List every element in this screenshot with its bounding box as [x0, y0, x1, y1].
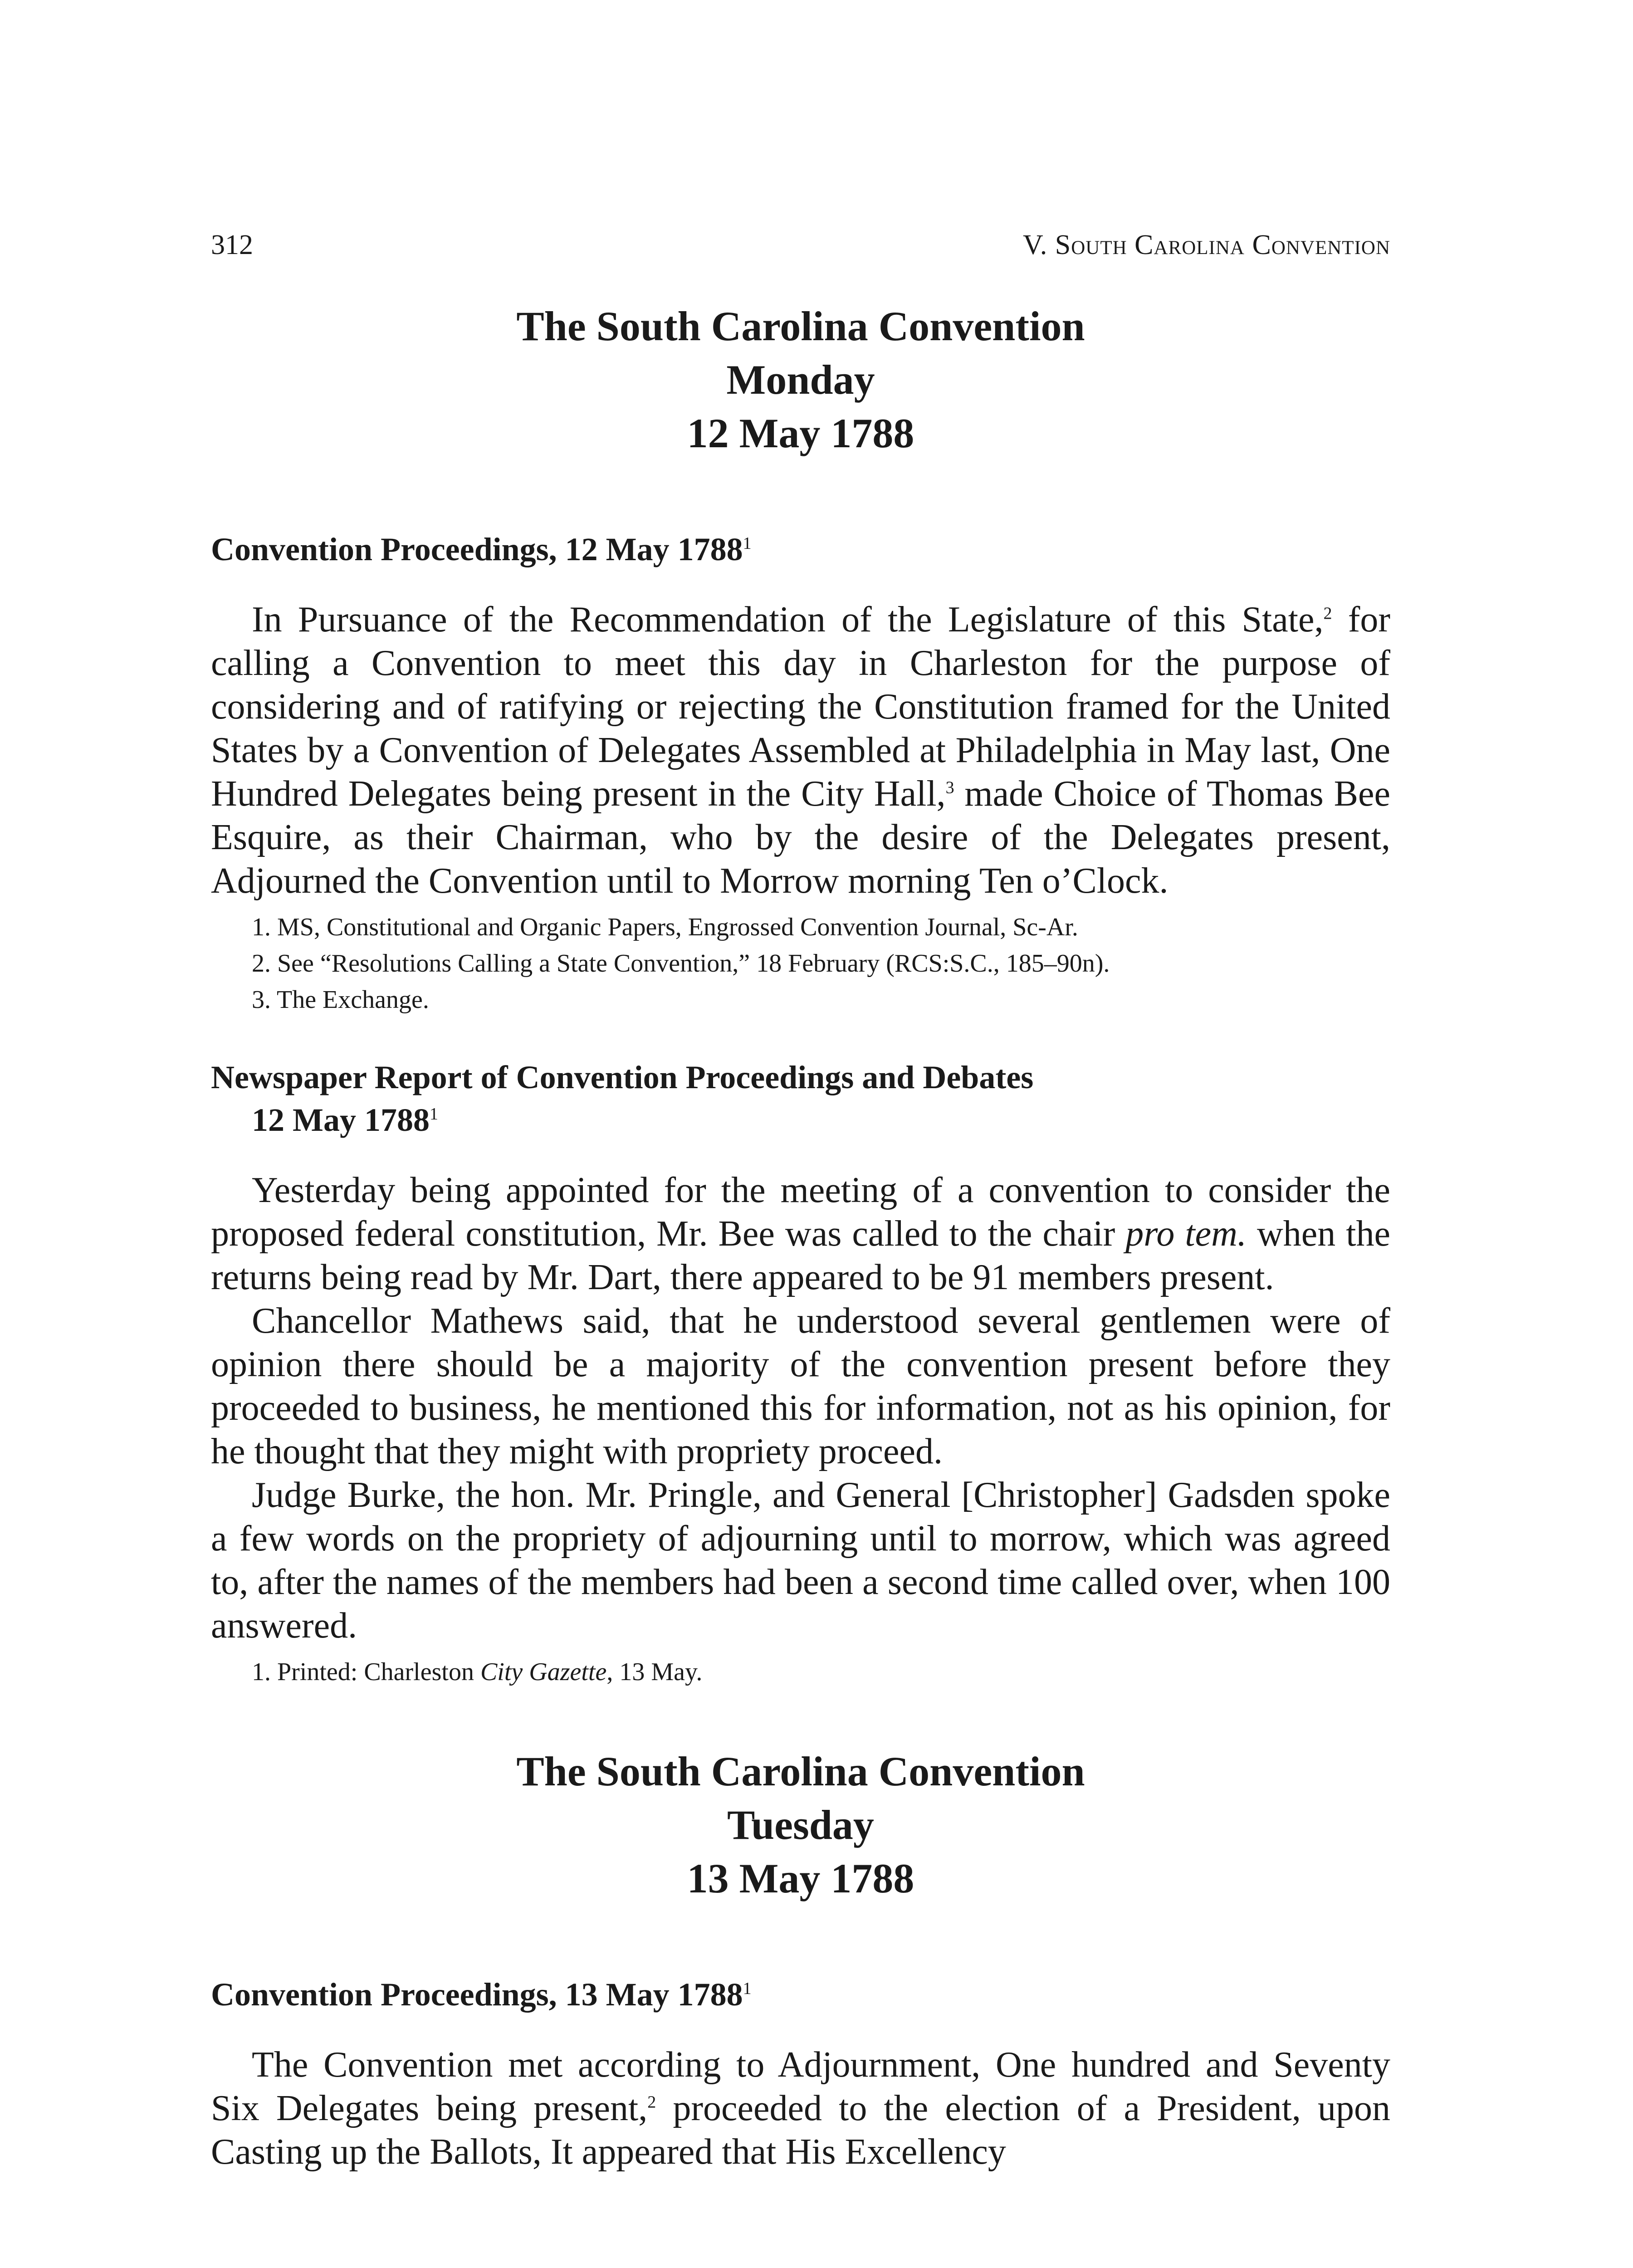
section-heading-date: 12 May 1788$^1$: [252, 1102, 438, 1138]
paragraph-newspaper-2: Chancellor Mathews said, that he understood several gentlemen were of opinion there should be a majority of the convention present before they proceeded to business, he mentioned this for information, not as his opinion, for he thought that they might with propriety proceed.: [211, 1301, 1390, 1471]
paragraph-proceedings-13-may: The Convention met according to Adjournment, One hundred and Seventy Six Delegates being present,$^2$ proceeded to the election of a President, upon Casting up the Ballots, It appeared that His Excellency: [211, 2045, 1391, 2172]
paragraph-newspaper-3: Judge Burke, the hon. Mr. Pringle, and General [Christopher] Gadsden spoke a few words on the propriety of adjourning until to morrow, which was agreed to, after the names of the members had been a second time called over, when 100 answered.: [211, 1475, 1390, 1646]
footnote-ref: 1: [743, 1979, 752, 1998]
day-heading-date: 13 May 1788: [687, 1855, 914, 1901]
day-heading-weekday: Tuesday: [727, 1802, 874, 1848]
page-number: 312: [211, 230, 253, 260]
footnote: 1. MS, Constitutional and Organic Papers, Engrossed Convention Journal, Sc-Ar.: [252, 913, 1078, 941]
day-heading-title: The South Carolina Convention: [516, 303, 1085, 349]
footnotes-section-1: [211, 909, 1390, 1018]
paragraph-proceedings-12-may: In Pursuance of the Recommendation of the Legislature of this State,$^2$ for calling a Convention to meet this day in Charleston for the purpose of considering and of ratifying or rejecting the Constitution framed for the United States by a Convention of Delegates Assembled at Philadelphia in May last, One Hundred Delegates being present in the City Hall,$^3$ made Choice of Thomas Bee Esquire, as their Chairman, who by the desire of the Delegates present, Adjourned the Convention until to Morrow morning Ten o’Clock.: [211, 600, 1390, 901]
running-head: [211, 227, 1390, 263]
footnote-ref: 2: [1323, 604, 1332, 623]
section-heading-text: Convention Proceedings, 13 May 1788: [211, 1976, 743, 2013]
section-heading-text: Convention Proceedings, 12 May 1788: [211, 531, 743, 567]
document-page: [211, 227, 1390, 2174]
footnote-ref: 2: [647, 2092, 656, 2112]
day-heading-weekday: Monday: [726, 357, 875, 403]
footnote: 1. Printed: Charleston City Gazette, 13 May.: [252, 1658, 703, 1686]
section-heading-text: Newspaper Report of Convention Proceedings and Debates: [211, 1059, 1034, 1095]
footnote-ref: 1: [743, 534, 752, 553]
footnote-ref: 3: [945, 778, 954, 797]
paragraph-newspaper-1: Yesterday being appointed for the meeting of a convention to consider the proposed federal constitution, Mr. Bee was called to the chair pro tem. when the returns being read by Mr. Dart, there appeared to be 91 members present.: [211, 1170, 1391, 1297]
footnote: 3. The Exchange.: [252, 986, 429, 1014]
day-heading-monday: [211, 299, 1390, 460]
section-heading-proceedings-13-may: [211, 1973, 1390, 2016]
footnotes-section-2: [211, 1654, 1390, 1690]
day-heading-date: 12 May 1788: [687, 410, 914, 456]
footnote: 2. See “Resolutions Calling a State Convention,” 18 February (RCS:S.C., 185–90n).: [252, 949, 1110, 978]
section-heading-proceedings-12-may: [211, 528, 1390, 571]
section-heading-newspaper-report: [211, 1056, 1390, 1141]
day-heading-title: The South Carolina Convention: [516, 1748, 1085, 1794]
running-head-title: V. South Carolina Convention: [1022, 230, 1390, 260]
day-heading-tuesday: [211, 1745, 1390, 1905]
footnote-ref: 1: [429, 1105, 438, 1124]
